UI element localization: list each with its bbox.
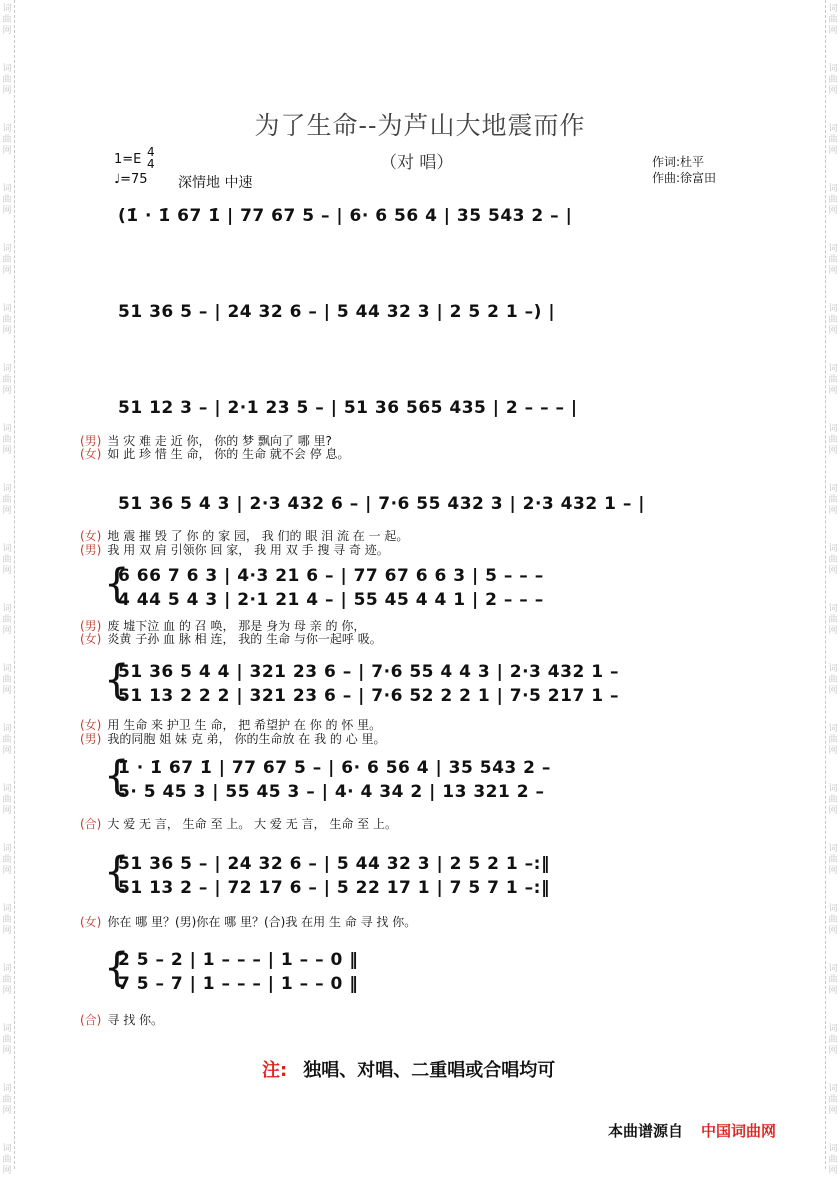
key-signature: 1=E [114,152,142,167]
watermark-text: 词 曲 网 [828,664,838,696]
note-label: 注: [262,1060,288,1081]
lyric-text: 大 爱 无 言， 生命 至 上。 大 爱 无 言， 生命 至 上。 [107,817,397,831]
watermark-text: 词 曲 网 [2,124,12,156]
song-title: 为了生命--为芦山大地震而作 [254,111,586,140]
system-brace: { [104,657,130,703]
watermark-text: 词 曲 网 [828,724,838,756]
watermark-text: 词 曲 网 [828,1024,838,1056]
composer-credit: 作曲:徐富田 [652,171,717,185]
watermark-text: 词 曲 网 [2,1144,12,1176]
notation-row: 51 12 3 – | 2·1 23 5 – | 51 36 565 435 | 2 – – – | [118,398,578,418]
watermark-text: 词 曲 网 [828,124,838,156]
watermark-text: 词 曲 网 [828,424,838,456]
watermark-text: 词 曲 网 [828,304,838,336]
voice-part-label: (男) [80,543,102,557]
notation-row: 1̇ · 1̇ 67 1̇ | 77 67 5 – | 6· 6 56 4 | 35 543 2 – [118,758,551,778]
lyric-line [80,1011,163,1028]
watermark-text: 词 曲 网 [828,784,838,816]
system-brace: { [104,849,130,895]
lyricist-credit: 作词:杜平 [652,155,705,169]
watermark-text: 词 曲 网 [828,1084,838,1116]
lyric-text: 地 震 摧 毁 了 你 的 家 园， 我 们的 眼 泪 流 在 一 起。 [107,529,409,543]
watermark-text: 词 曲 网 [2,664,12,696]
quarter-note-icon: ♩ [114,172,121,187]
notation-row: 51 13 2 – | 72 17 6 – | 5 22 17 1 | 7 5 7 1 –:‖ [118,878,550,898]
watermark-text: 词 曲 网 [2,844,12,876]
watermark-text: 词 曲 网 [2,304,12,336]
watermark-text: 词 曲 网 [2,1024,12,1056]
watermark-text: 词 曲 网 [2,1084,12,1116]
watermark-text: 词 曲 网 [2,484,12,516]
notation-row: 2 5 – 2 | 1 – – – | 1 – – 0 ‖ [118,950,359,970]
lyric-text: 如 此 珍 惜 生 命， 你的 生命 就不会 停 息。 [107,447,350,461]
watermark-text: 词 曲 网 [2,64,12,96]
watermark-text: 词 曲 网 [2,544,12,576]
voice-part-label: (男) [80,619,102,633]
notation-row: 4 44 5 4 3 | 2·1 21 4 – | 55 45 4 4 1 | 2 – – – [118,590,544,610]
watermark-text: 词 曲 网 [828,244,838,276]
voice-part-label: (女) [80,447,102,461]
lyric-text: 用 生命 来 护卫 生 命， 把 希望护 在 你 的 怀 里。 [107,718,382,732]
watermark-text: 词 曲 网 [828,1144,838,1176]
tempo-value: =75 [120,172,148,187]
watermark-text: 词 曲 网 [828,484,838,516]
lyric-line [80,541,389,558]
source-site-link[interactable]: 中国词曲网 [701,1122,777,1140]
watermark-text: 词 曲 网 [2,184,12,216]
watermark-text: 词 曲 网 [2,244,12,276]
lyric-line [80,815,397,832]
voice-part-label: (男) [80,732,102,746]
watermark-text: 词 曲 网 [2,4,12,36]
watermark-text: 词 曲 网 [828,184,838,216]
lyric-text: 寻 找 你。 [107,1013,164,1027]
watermark-text: 词 曲 网 [828,4,838,36]
system-brace: { [104,753,130,799]
notation-row: 7 5 – 7 | 1 – – – | 1 – – 0 ‖ [118,974,359,994]
voice-part-label: (合) [80,1013,102,1027]
watermark-text: 词 曲 网 [828,544,838,576]
voice-part-label: (男) [80,434,102,448]
song-subtitle: （对 唱） [380,153,454,173]
lyric-line [80,730,386,747]
note-text: 独唱、对唱、二重唱或合唱均可 [303,1060,556,1081]
time-bottom: 4 [147,157,155,171]
lyric-text: 我的同胞 姐 妹 克 弟， 你的生命放 在 我 的 心 里。 [107,732,386,746]
lyric-text: 炎黄 子孙 血 脉 相 连， 我的 生命 与你一起呼 吸。 [107,632,382,646]
lyric-line [80,630,382,647]
notation-row: 51 36 5 – | 24 32 6 – | 5 44 32 3 | 2 5 2 1 –:‖ [118,854,550,874]
performance-note [262,1056,555,1082]
notation-row: 51 36 5 4 4 | 321 23 6 – | 7·6 55 4 4 3 | 2·3 432 1 – [118,662,619,682]
watermark-text: 词 曲 网 [828,964,838,996]
voice-part-label: (女) [80,529,102,543]
notation-row: 5· 5 45 3 | 55 45 3 – | 4· 4 34 2 | 13 321 2 – [118,782,545,802]
watermark-text: 词 曲 网 [828,904,838,936]
lyric-text: 废 墟下泣 血 的 召 唤， 那是 身为 母 亲 的 你， [107,619,366,633]
time-top: 4 [147,145,155,159]
watermark-text: 词 曲 网 [2,724,12,756]
lyric-line [80,913,416,930]
source-credit [608,1120,776,1141]
watermark-text: 词 曲 网 [2,604,12,636]
watermark-text: 词 曲 网 [2,424,12,456]
watermark-text: 词 曲 网 [828,64,838,96]
lyric-line [80,445,350,462]
voice-part-label: (合) [80,817,102,831]
lyric-text: 你在 哪 里？(男)你在 哪 里？(合)我 在用 生 命 寻 找 你。 [107,915,417,929]
system-brace: { [104,561,130,607]
watermark-text: 词 曲 网 [2,964,12,996]
notation-row: (1̇ · 1̇ 67 1̇ | 77 67 5 – | 6· 6 56 4 | 35 543 2 – | [118,206,573,226]
notation-row: 51 36 5 – | 24 32 6 – | 5 44 32 3 | 2 5 2 1 –) | [118,302,556,322]
watermark-text: 词 曲 网 [828,844,838,876]
expression-mark: 深情地 中速 [178,175,253,191]
watermark-text: 词 曲 网 [2,364,12,396]
voice-part-label: (女) [80,915,102,929]
notation-row: 51 36 5 4 3 | 2·3 432 6 – | 7·6 55 432 3 | 2·3 432 1 – | [118,494,645,514]
watermark-text: 词 曲 网 [2,784,12,816]
watermark-text: 词 曲 网 [828,364,838,396]
voice-part-label: (女) [80,632,102,646]
lyric-text: 当 灾 难 走 近 你， 你的 梦 飘向了 哪 里? [107,434,332,448]
watermark-text: 词 曲 网 [828,604,838,636]
lyric-text: 我 用 双 肩 引领你 回 家， 我 用 双 手 搜 寻 奇 迹。 [107,543,389,557]
source-label: 本曲谱源自 [608,1122,684,1140]
system-brace: { [104,945,130,991]
voice-part-label: (女) [80,718,102,732]
watermark-text: 词 曲 网 [2,904,12,936]
notation-row: 6 66 7 6 3 | 4·3 21 6 – | 77 67 6 6 3 | 5 – – – [118,566,544,586]
notation-row: 51 13 2 2 2 | 321 23 6 – | 7·6 52 2 2 1 | 7·5 217 1 – [118,686,619,706]
